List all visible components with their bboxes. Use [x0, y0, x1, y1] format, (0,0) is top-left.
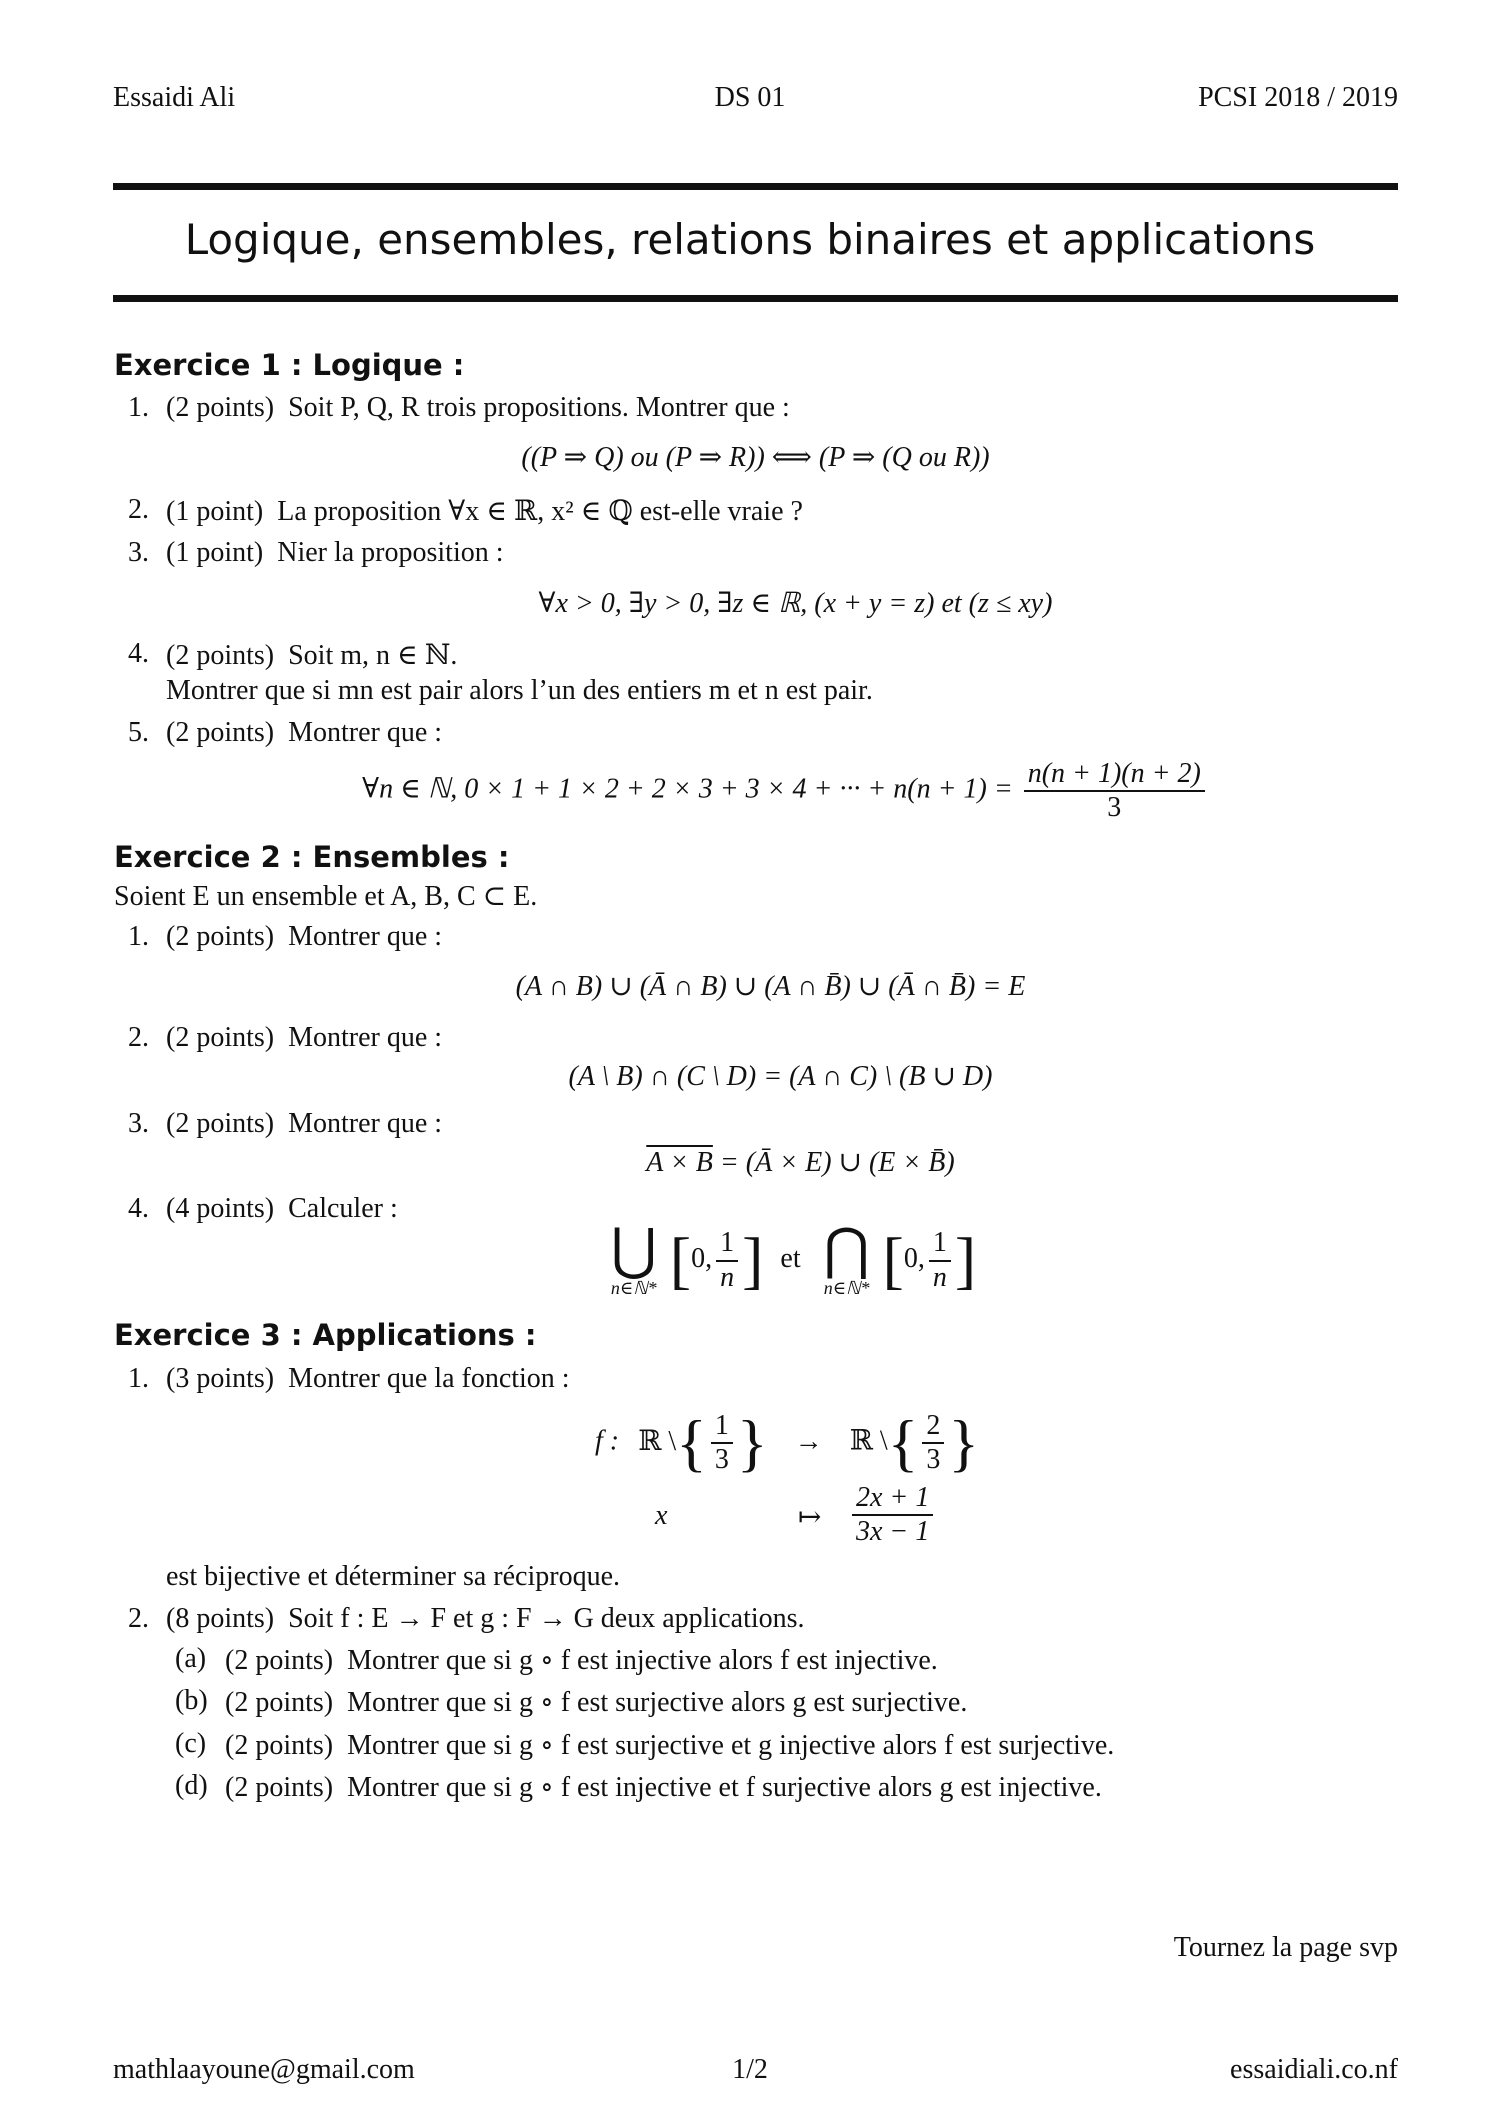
footer-email: mathlaayoune@gmail.com [113, 2054, 415, 2085]
title-rule-bottom [113, 295, 1398, 302]
function-name: f : [595, 1425, 620, 1457]
list-item [166, 717, 442, 749]
interval-left: 0, [903, 1242, 925, 1274]
subitem-label: (d) [175, 1770, 208, 1801]
equation: ∀x > 0, ∃y > 0, ∃z ∈ ℝ, (x + y = z) et (z ≤ xy) [538, 588, 1053, 619]
exercise-3-heading: Exercice 3 : Applications : [114, 1318, 537, 1352]
exercise-2-intro: Soient E un ensemble et A, B, C ⊂ E. [114, 881, 538, 912]
item-number: 4. [128, 638, 149, 669]
function-definition-row1: f : ℝ \{ $\frac{1}{3}$ } → ℝ \{ $\frac{2}{3}$ } [595, 1407, 980, 1479]
points: (2 points) [166, 1108, 275, 1139]
list-item [166, 392, 790, 424]
fraction-denominator: 3 [1107, 792, 1122, 824]
subitem-label: (c) [175, 1728, 207, 1759]
equation-sum [113, 758, 1398, 824]
points: (2 points) [166, 717, 275, 748]
item-text: Montrer que si g ∘ f est surjective alors g est surjective. [347, 1687, 968, 1718]
points: (1 point) [166, 496, 264, 527]
index-set: n∈ℕ* [610, 1278, 657, 1298]
list-item [166, 1193, 398, 1225]
page-number: 1/2 [732, 2054, 768, 2085]
fraction-denominator: n [932, 1261, 947, 1293]
points: (3 points) [166, 1363, 275, 1394]
equation-right: = (Ā × E) ∪ (E × B̄) [719, 1147, 955, 1178]
item-number: 2. [128, 1022, 149, 1053]
list-item [166, 1108, 442, 1140]
domain: ℝ \ [638, 1425, 677, 1457]
item-text: Calculer : [288, 1193, 398, 1224]
list-item [166, 1603, 805, 1635]
item-text: La proposition ∀x ∈ ℝ, x² ∈ ℚ est-elle vraie ? [277, 496, 803, 527]
fraction-numerator: 1 [929, 1227, 951, 1261]
list-item [166, 1022, 442, 1054]
item-number: 3. [128, 537, 149, 568]
item-text: Nier la proposition : [277, 537, 504, 568]
conjunction: et [780, 1242, 801, 1274]
points: (2 points) [225, 1687, 334, 1718]
item-text: Montrer que : [288, 1022, 443, 1053]
points: (2 points) [225, 1730, 334, 1761]
title-rule-top [113, 183, 1398, 190]
interval-left: 0, [691, 1242, 713, 1274]
function-image [848, 1482, 937, 1548]
item-text: Montrer que si g ∘ f est injective alors f est injective. [347, 1645, 938, 1676]
item-number: 5. [128, 717, 149, 748]
item-number: 4. [128, 1193, 149, 1224]
points: (2 points) [166, 392, 275, 423]
points: (2 points) [166, 1022, 275, 1053]
union-symbol: ⋃ [610, 1219, 657, 1281]
item-text: Soit P, Q, R trois propositions. Montrer que : [288, 392, 790, 423]
exercise-2-heading: Exercice 2 : Ensembles : [114, 840, 510, 874]
fraction-numerator: n(n + 1)(n + 2) [1024, 758, 1205, 792]
item-text: Montrer que : [288, 921, 443, 952]
item-number: 2. [128, 1603, 149, 1634]
subitem-label: (b) [175, 1685, 208, 1716]
item-text-continued: est bijective et déterminer sa réciproque. [166, 1561, 621, 1592]
item-number: 2. [128, 494, 149, 525]
exercise-1-heading: Exercice 1 : Logique : [114, 348, 465, 382]
fraction-numerator: 2x + 1 [852, 1482, 933, 1516]
equation: ((P ⇒ Q) ou (P ⇒ R)) ⟺ (P ⇒ (Q ou R)) [521, 442, 990, 473]
item-text-continued: Montrer que si mn est pair alors l’un des entiers m et n est pair. [166, 675, 873, 706]
item-text: Montrer que : [288, 1108, 443, 1139]
item-text: Soit m, n ∈ ℕ. [288, 640, 458, 671]
subitem [225, 1685, 967, 1719]
header-ds: DS 01 [714, 82, 786, 113]
index-set: n∈ℕ* [823, 1278, 870, 1298]
footer-website: essaidiali.co.nf [1230, 2054, 1398, 2085]
list-item [166, 494, 803, 528]
item-number: 3. [128, 1108, 149, 1139]
item-text: Soit f : E → F et g : F → G deux applications. [288, 1603, 805, 1634]
variable-x: x [655, 1500, 668, 1531]
equation: (A \ B) ∩ (C \ D) = (A ∩ C) \ (B ∪ D) [568, 1061, 993, 1092]
equation-union-intersection: ⋃ n∈ℕ* [0, $\frac{1}{n}$ ] et ⋂ n∈ℕ* [0, $\frac{1}{n}$ ] [610, 1219, 977, 1298]
fraction-numerator: 1 [711, 1410, 733, 1444]
fraction-denominator: 3x − 1 [856, 1516, 930, 1548]
item-text: Montrer que si g ∘ f est surjective et g injective alors f est surjective. [347, 1730, 1115, 1761]
list-item [166, 537, 504, 569]
subitem-label: (a) [175, 1643, 207, 1674]
list-item [166, 1363, 570, 1395]
header-class: PCSI 2018 / 2019 [1198, 82, 1398, 113]
points: (8 points) [166, 1603, 275, 1634]
fraction-numerator: 1 [716, 1227, 738, 1261]
equation: (A ∩ B) ∪ (Ā ∩ B) ∪ (A ∩ B̄) ∪ (Ā ∩ B̄) = E [515, 971, 1026, 1002]
item-number: 1. [128, 1363, 149, 1394]
points: (2 points) [225, 1772, 334, 1803]
fraction-denominator: n [720, 1261, 735, 1293]
points: (4 points) [166, 1193, 275, 1224]
fraction-denominator: 3 [714, 1444, 729, 1476]
header-author: Essaidi Ali [113, 82, 236, 113]
codomain: ℝ \ [849, 1425, 888, 1457]
list-item [166, 638, 457, 672]
subitem [225, 1770, 1102, 1804]
mapsto-arrow: ↦ [798, 1502, 822, 1533]
item-number: 1. [128, 921, 149, 952]
points: (2 points) [166, 640, 275, 671]
arrow: → [794, 1425, 823, 1457]
points: (2 points) [166, 921, 275, 952]
equation [113, 1145, 1398, 1179]
subitem [225, 1643, 938, 1677]
subitem [225, 1728, 1114, 1762]
list-item [166, 921, 442, 953]
turn-page-note: Tournez la page svp [1173, 1932, 1398, 1963]
item-number: 1. [128, 392, 149, 423]
fraction-denominator: 3 [926, 1444, 941, 1476]
item-text: Montrer que : [288, 717, 443, 748]
points: (1 point) [166, 537, 264, 568]
complement-product: A × B [646, 1147, 713, 1178]
equation-left: ∀n ∈ ℕ, 0 × 1 + 1 × 2 + 2 × 3 + 3 × 4 + ··· + n(n + 1) = [362, 773, 1013, 805]
item-text: Montrer que si g ∘ f est injective et f surjective alors g est injective. [347, 1772, 1102, 1803]
points: (2 points) [225, 1645, 334, 1676]
fraction-numerator: 2 [922, 1410, 944, 1444]
intersection-symbol: ⋂ [823, 1219, 870, 1281]
item-text: Montrer que la fonction : [288, 1363, 570, 1394]
page-title: Logique, ensembles, relations binaires et applications [184, 215, 1316, 264]
